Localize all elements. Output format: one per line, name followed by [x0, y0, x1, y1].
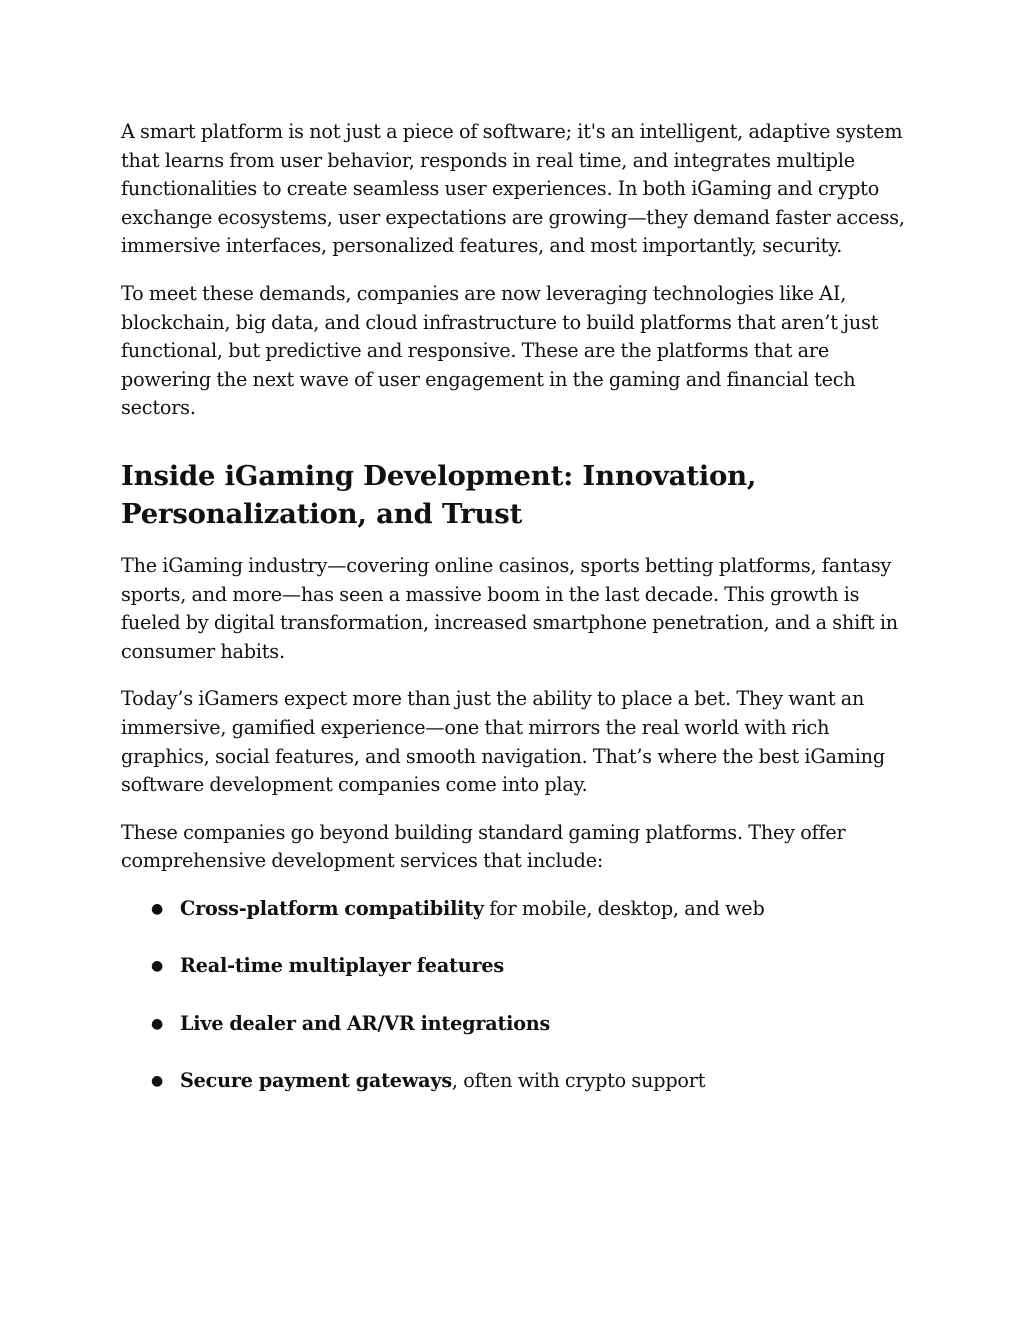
section-heading: Inside iGaming Development: Innovation, Personalization, and Trust [121, 459, 757, 530]
intro-paragraph-1: A smart platform is not just a piece of software; it's an intelligent, adaptive system that learns from user behavior, responds in real time, and integrates multiple functionalities to create seamless user experiences. In both iGaming and crypto exchange ecosystems, user expectations are growing—they demand faster access, immersive interfaces, personalized features, and most importantly, security. [121, 120, 905, 258]
feature-item-live-dealer [121, 1010, 911, 1039]
feature-item-multiplayer [121, 952, 911, 981]
feature-rest-text: for mobile, desktop, and web [483, 896, 765, 920]
feature-item-cross-platform [121, 895, 911, 924]
feature-bold-text: Cross-platform compatibility [180, 896, 484, 920]
section-paragraph-1: The iGaming industry—covering online casinos, sports betting platforms, fantasy sports, and more—has seen a massive boom in the last decade. This growth is fueled by digital transformation, increased smartphone penetration, and a shift in consumer habits. [121, 553, 898, 663]
intro-paragraph-2: To meet these demands, companies are now leveraging technologies like AI, blockchain, big data, and cloud infrastructure to build platforms that aren’t just functional, but predictive and responsive. These are the platforms that are powering the next wave of user engagement in the gaming and financial tech sectors. [121, 281, 879, 420]
feature-bold-text: Live dealer and AR/VR integrations [180, 1011, 551, 1035]
feature-list [121, 895, 911, 1096]
bullet-icon: ● [151, 1073, 164, 1090]
bullet-icon: ● [151, 958, 164, 975]
feature-rest-text: , often with crypto support [451, 1069, 706, 1093]
bullet-icon: ● [151, 900, 164, 917]
bullet-icon: ● [151, 1015, 164, 1032]
section-paragraph-2: Today’s iGamers expect more than just the ability to place a bet. They want an immersive, gamified experience—one that mirrors the real world with rich graphics, social features, and smooth navigation. That’s where the best iGaming software development companies come into play. [121, 687, 885, 797]
feature-bold-text: Real-time multiplayer features [180, 954, 504, 978]
section-paragraph-3: These companies go beyond building standard gaming platforms. They offer comprehensive development services that include: [121, 820, 846, 873]
document-page [121, 118, 911, 1124]
feature-item-payment [121, 1067, 911, 1096]
feature-bold-text: Secure payment gateways [180, 1069, 452, 1093]
